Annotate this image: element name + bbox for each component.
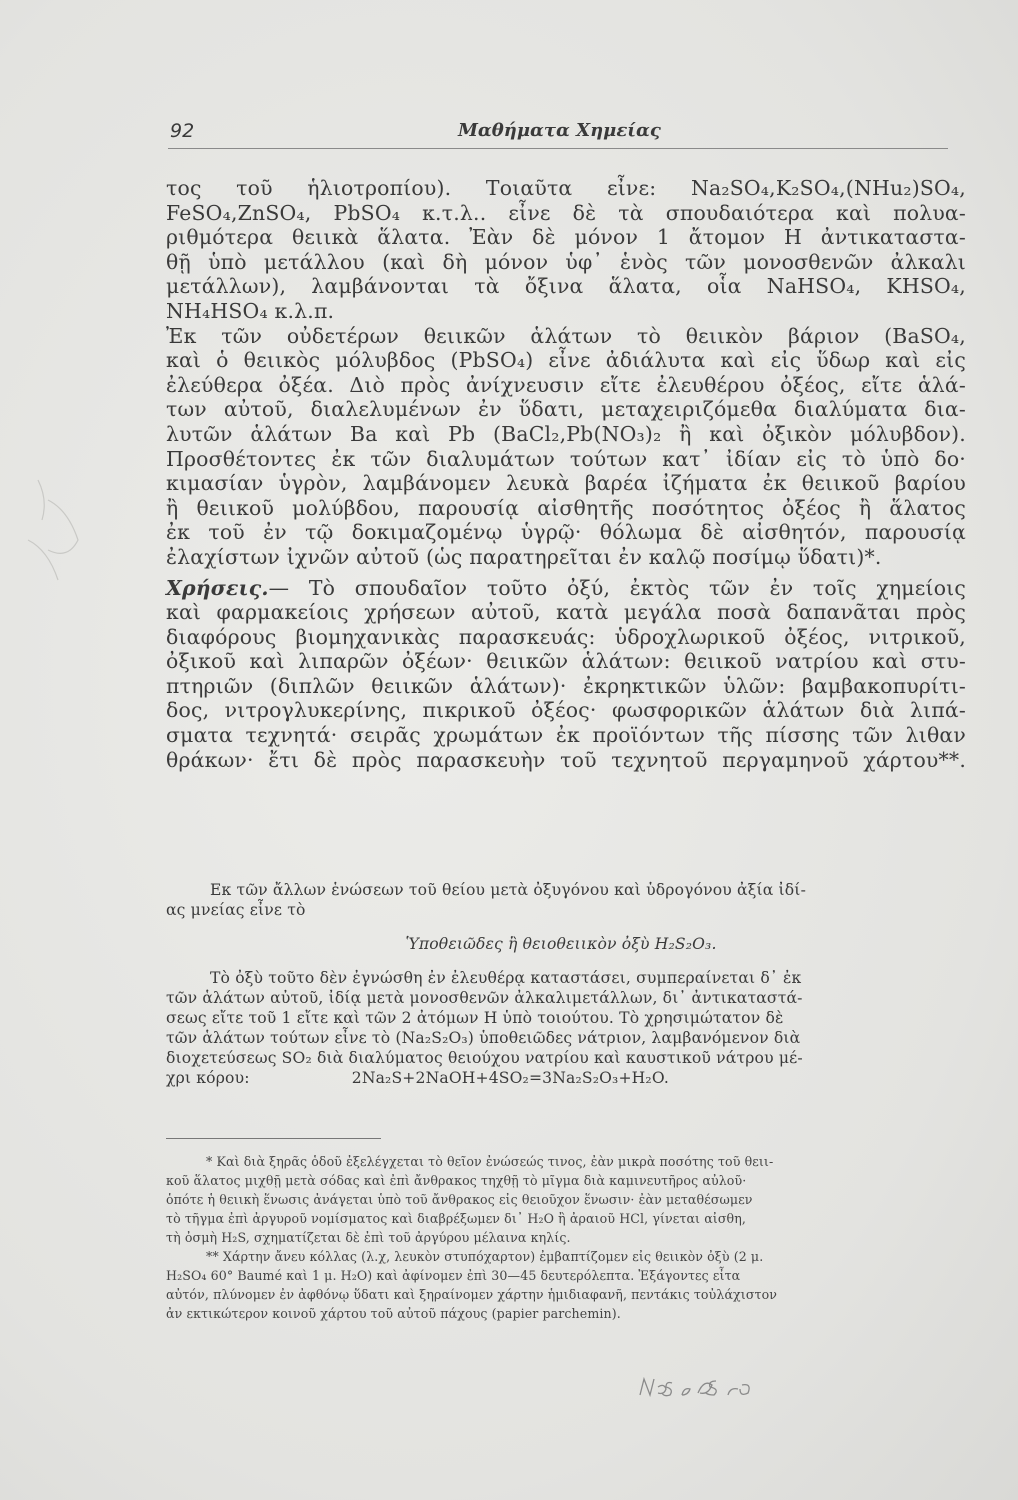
small-text-line: ας μνείας εἶνε τὸ: [166, 901, 306, 919]
small-text-line: τῶν ἁλάτων αὐτοῦ, ἰδίᾳ μετὰ μονοσθενῶν ἀλκαλιμετάλλων, δι᾽ ἀντικαταστά-: [166, 989, 803, 1007]
text-line: πτηριῶν (διπλῶν θειικῶν ἁλάτων)· ἐκρηκτικῶν ὑλῶν: βαμβακοπυρίτι-: [166, 673, 966, 698]
text-line: λυτῶν ἁλάτων Ba καὶ Pb (BaCl₂,Pb(NO₃)₂ ἢ καὶ ὀξικὸν μόλυβδον).: [166, 421, 966, 446]
text-line: ἐλεύθερα ὀξέα. Διὸ πρὸς ἀνίχνευσιν εἴτε ἐλευθέρου ὀξέος, εἴτε ἁλά-: [166, 372, 966, 397]
text-line: Προσθέτοντες ἐκ τῶν διαλυμάτων τούτων κατ᾽ ἰδίαν εἰς τὸ ὑπὸ δο·: [166, 446, 966, 471]
footnotes: [166, 1152, 956, 1323]
text-line: μετάλλων), λαμβάνονται τὰ ὄξινα ἅλατα, οἷα NaHSO₄, KHSO₄,: [166, 274, 966, 299]
running-head: Μαθήματα Χημείας: [458, 120, 661, 141]
small-text-line: διοχετεύσεως SO₂ διὰ διαλύματος θειούχου νατρίου καὶ καυστικοῦ νάτρου μέ-: [166, 1049, 803, 1067]
footnote-line: ** Χάρτην ἄνευ κόλλας (λ.χ, λευκὸν στυπόχαρτον) ἐμβαπτίζομεν εἰς θειικὸν ὀξὺ (2 μ.: [206, 1249, 764, 1264]
text-line: τος τοῦ ἡλιοτροπίου). Τοιαῦτα εἶνε: Na₂SO₄,K₂SO₄,(NHu₂)SO₄,: [166, 176, 966, 200]
small-text-line: Εκ τῶν ἄλλων ἑνώσεων τοῦ θείου μετὰ ὀξυγόνου καὶ ὑδρογόνου ἀξία ἰδί-: [210, 881, 806, 899]
text-line: ριθμότερα θειικὰ ἅλατα. Ἐὰν δὲ μόνον 1 ἄτομον Η ἀντικαταστα-: [166, 225, 966, 250]
text-line: των αὐτοῦ, διαλελυμένων ἐν ὕδατι, μεταχειριζόμεθα διαλύματα δια-: [166, 397, 966, 422]
footnote-line: κοῦ ἅλατος μιχθῇ μετὰ σόδας καὶ ἐπὶ ἄνθρακος τηχθῇ τὸ μῖγμα διὰ καμινευτῆρος αὐλοῦ·: [166, 1173, 747, 1188]
small-print-section: [166, 880, 956, 1088]
footnote-line: H₂SO₄ 60° Baumé καὶ 1 μ. H₂O) καὶ ἀφίνομεν ἐπὶ 30—45 δευτερόλεπτα. Ἐξάγοντες εἶτα: [166, 1268, 741, 1283]
uses-first-line-rest: — Τὸ σπουδαῖον τοῦτο ὀξύ, ἐκτὸς τῶν ἐν τοῖς χημείοις: [268, 575, 966, 600]
text-line: ἐκ τοῦ ἐν τῷ δοκιμαζομένῳ ὑγρῷ· θόλωμα δὲ αἰσθητόν, παρουσίᾳ: [166, 520, 966, 545]
small-text-line: τῶν ἁλάτων τούτων εἶνε τὸ (Na₂S₂O₃) ὑποθειῶδες νάτριον, λαμβανόμενον διὰ: [166, 1029, 801, 1047]
footnote-line: ὁπότε ἡ θειικὴ ἕνωσις ἀνάγεται ὑπὸ τοῦ ἄνθρακος εἰς θειοῦχον ἕνωσιν· ἐὰν μεταθέσωμεν: [166, 1192, 753, 1207]
footnote-line: ἀν εκτικώτερον κοινοῦ χάρτου τοῦ αὐτοῦ πάχους (papier parchemin).: [166, 1306, 621, 1321]
footnote-line: τὴ ὀσμὴ H₂S, σχηματίζεται δὲ ἐπὶ τοῦ ἀργύρου μέλαινα κηλίς.: [166, 1230, 571, 1245]
text-line: ἢ θειικοῦ μολύβδου, παρουσίᾳ αἰσθητῆς ποσότητος ὀξέος ἢ ἅλατος: [166, 495, 966, 520]
text-line: διαφόρους βιομηχανικὰς παρασκευάς: ὑδροχλωρικοῦ ὀξέος, νιτρικοῦ,: [166, 624, 966, 649]
page-number: 92: [170, 120, 195, 142]
text-line: θράκων· ἔτι δὲ πρὸς παρασκευὴν τοῦ τεχνητοῦ περγαμηνοῦ χάρτου**.: [166, 747, 966, 772]
small-text-line: σεως εἴτε τοῦ 1 εἴτε καὶ τῶν 2 ἀτόμων Η ὑπὸ τοιούτου. Τὸ χρησιμώτατον δὲ: [166, 1009, 784, 1027]
text-line: κιμασίαν ὑγρὸν, λαμβάνομεν λευκὰ βαρέα ἰζήματα ἐκ θειικοῦ βαρίου: [166, 471, 966, 496]
text-line: ἐλαχίστων ἰχνῶν αὐτοῦ (ὡς παρατηρεῖται ἐν καλῷ ποσίμῳ ὕδατι)*.: [166, 544, 882, 569]
text-line: θῇ ὑπὸ μετάλλου (καὶ δὴ μόνον ὑφ᾽ ἑνὸς τῶν μονοσθενῶν ἀλκαλι: [166, 249, 966, 274]
text-line: ὀξικοῦ καὶ λιπαρῶν ὀξέων· θειικῶν ἁλάτων: θειικοῦ νατρίου καὶ στυ-: [166, 649, 966, 674]
uses-keyword: Χρήσεις.: [166, 575, 269, 600]
main-text: [166, 176, 966, 772]
text-line: δος, νιτρογλυκερίνης, πικρικοῦ ὀξέος· φωσφορικῶν ἁλάτων διὰ λιπά-: [166, 698, 966, 723]
text-line: NH₄HSO₄ κ.λ.π.: [166, 298, 335, 323]
equation-line: χρι κόρου: 2Na₂S+2NaOH+4SO₂=3Na₂S₂O₃+H₂O.: [166, 1069, 669, 1087]
text-line: καὶ φαρμακείοις χρήσεων αὐτοῦ, κατὰ μεγάλα ποσὰ δαπανᾶται πρὸς: [166, 600, 966, 625]
uses-first-line: [166, 576, 966, 601]
text-line: σματα τεχνητά· σειρᾶς χρωμάτων ἐκ προϊόντων τῆς πίσσης τῶν λιθαν: [166, 723, 966, 748]
section-heading: Ὑποθειῶδες ἢ θειοθειικὸν ὀξὺ H₂S₂O₃.: [405, 935, 717, 953]
text-line: Ἐκ τῶν οὐδετέρων θειικῶν ἁλάτων τὸ θειικὸν βάριον (BaSO₄,: [166, 323, 966, 348]
handwritten-note: [636, 1373, 768, 1403]
footnote-line: τὸ τῆγμα ἐπὶ ἀργυροῦ νομίσματος καὶ διαβρέξωμεν δι᾽ H₂O ἢ ἀραιοῦ HCl, γίνεται αἰσθη,: [166, 1211, 746, 1226]
text-line: FeSO₄,ZnSO₄, PbSO₄ κ.τ.λ.. εἶνε δὲ τὰ σπουδαιότερα καὶ πολυα-: [166, 200, 966, 225]
footnote-line: * Καὶ διὰ ξηρᾶς ὁδοῦ ἐξελέγχεται τὸ θεῖον ἐνώσεώς τινος, ἐὰν μικρὰ ποσότης τοῦ θειι-: [206, 1154, 774, 1169]
margin-pencil-marks: [18, 470, 108, 590]
text-line: καὶ ὁ θειικὸς μόλυβδος (PbSO₄) εἶνε ἀδιάλυτα καὶ εἰς ὕδωρ καὶ εἰς: [166, 348, 966, 373]
small-text-line: Τὸ ὀξὺ τοῦτο δὲν ἐγνώσθη ἐν ἐλευθέρᾳ καταστάσει, συμπεραίνεται δ᾽ ἐκ: [210, 969, 802, 987]
page-header: [168, 118, 948, 149]
footnote-line: αὐτόν, πλύνομεν ἐν ἀφθόνῳ ὕδατι καὶ ξηραίνομεν χάρτην ἡμιδιαφανῆ, πεντάκις τοὐλάχιστον: [166, 1287, 778, 1302]
footnote-rule: [166, 1138, 381, 1139]
